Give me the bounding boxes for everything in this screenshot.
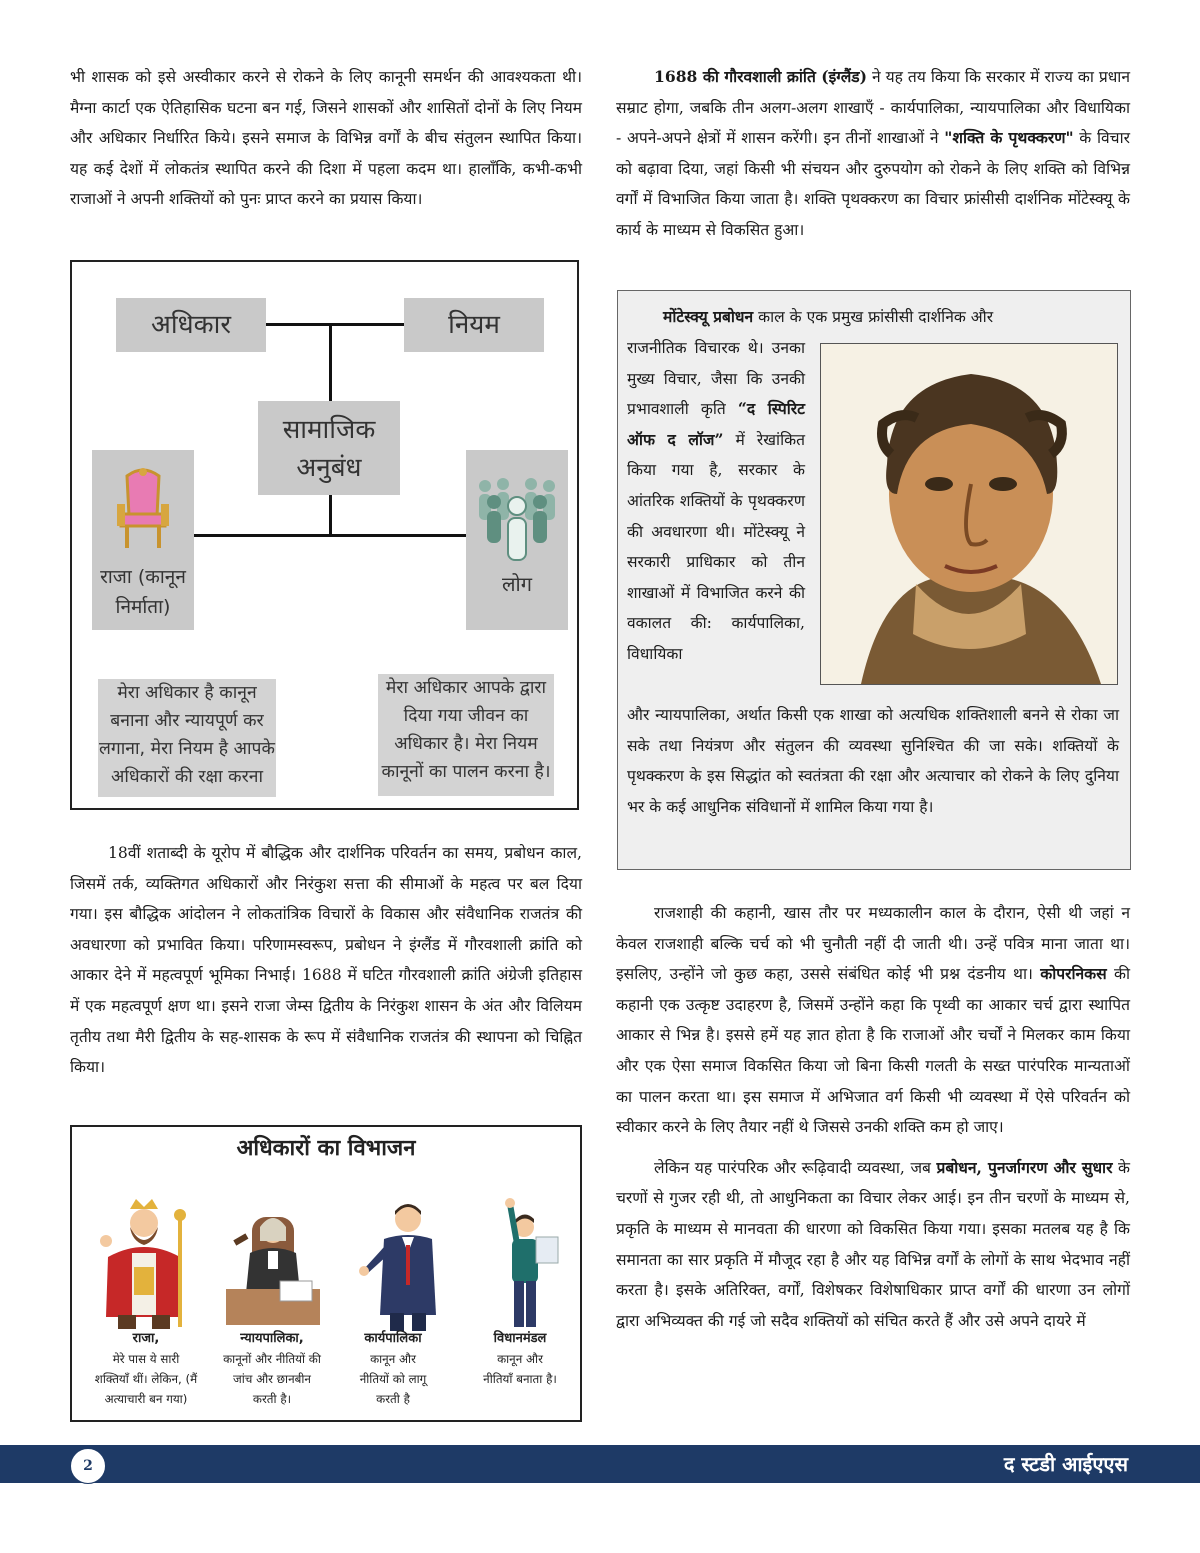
connector-line <box>329 323 332 403</box>
raja-caption <box>86 1329 206 1409</box>
anubandh-label: अनुबंध <box>296 453 362 483</box>
connector-line <box>172 534 468 537</box>
right-paragraph-2 <box>616 898 1130 1143</box>
king-icon <box>94 1197 199 1337</box>
text-run: ने यह तय किया कि सरकार में राज्य का प्रधान सम्राट होगा, जबकि तीन अलग-अलग शाखाएँ - कार्यपालिका, न्यायपालिका और विधायिका - अपने-अपने क्षेत्रों में शासन करेंगी। इन तीनों शाखाओं ने <box>616 68 1130 148</box>
legislature-icon <box>482 1197 587 1337</box>
page-number: 2 <box>70 1448 106 1484</box>
diagram-title: अधिकारों का विभाजन <box>236 1136 416 1161</box>
judiciary-caption <box>212 1329 332 1409</box>
copernicus-term: कोपरनिकस <box>1040 964 1107 984</box>
right-paragraph-3 <box>616 1153 1130 1337</box>
right-column <box>616 62 1130 246</box>
right-column-lower <box>616 898 1130 1336</box>
caption-line: नीतियों को लागू <box>359 1372 427 1386</box>
judge-icon <box>220 1197 325 1337</box>
samajik-label: सामाजिक <box>282 415 376 445</box>
montesquieu-heading: मोंटेस्क्यू प्रबोधन <box>663 307 754 326</box>
people-icon <box>475 476 559 566</box>
adhikar-box: अधिकार <box>116 298 266 352</box>
caption-line: जांच और छानबीन <box>233 1372 311 1386</box>
note-line: बनाना और न्यायपूर्ण कर <box>110 711 264 731</box>
caption-line: कानून और <box>370 1352 416 1366</box>
note-line: मेरा अधिकार है कानून <box>117 683 257 703</box>
note-line: दिया गया जीवन का <box>403 706 529 726</box>
log-note <box>378 674 554 796</box>
text-run: राजनीतिक विचारक थे। उनका मुख्य विचार, जैसा कि उनकी प्रभावशाली कृति <box>627 339 805 419</box>
social-contract-diagram <box>70 260 579 810</box>
caption-line: करती है। <box>252 1392 292 1406</box>
division-of-powers-diagram <box>70 1125 582 1422</box>
executive-caption <box>338 1329 448 1409</box>
caption-line: मेरे पास ये सारी <box>112 1352 180 1366</box>
note-line: अधिकारों की रक्षा करना <box>110 767 264 787</box>
note-line: कानूनों का पालन करना है। <box>381 762 551 782</box>
left-paragraph-1: भी शासक को इसे अस्वीकार करने से रोकने के लिए कानूनी समर्थन की आवश्यकता थी। मैग्ना कार्टा एक ऐतिहासिक घटना बन गई, जिसने शासकों और शासितों दोनों के लिए नियम और अधिकार निर्धारित किये। इसने समाज के विभिन्न वर्गों के बीच संतुलन स्थापित किया। यह कई देशों में लोकतंत्र स्थापित करने की दिशा में पहला कदम था। हालाँकि, कभी-कभी राजाओं ने अपनी शक्तियों को पुनः प्राप्त करने का प्रयास किया। <box>70 68 582 209</box>
note-line: अधिकार है। मेरा नियम <box>394 734 538 754</box>
caption-line: अत्याचारी बन गया) <box>104 1392 188 1406</box>
brand-name: द स्टडी आईएएस <box>1003 1452 1128 1476</box>
connector-line <box>329 495 332 535</box>
text-run: की कहानी एक उत्कृष्ट उदाहरण है, जिसमें उन्होंने कहा कि पृथ्वी का आकार चर्च द्वारा स्थापित आकार से भिन्न है। इससे हमें यह ज्ञात होता है कि राजाओं और चर्चों ने मिलकर काम किया और एक ऐसा समाज विकसित किया जो बिना किसी गलती के सख्त पारंपरिक मान्यताओं का पालन करता था। इस समाज में अभिजात वर्ग किसी भी व्यवस्था में ऐसे परिवर्तन को स्वीकार करने के लिए तैयार नहीं थे जिससे उनकी शक्ति कम हो जाए। <box>616 965 1130 1137</box>
throne-icon <box>113 466 173 558</box>
montesquieu-wide-text: और न्यायपालिका, अर्थात किसी एक शाखा को अत्यधिक शक्तिशाली बनने से रोका जा सके तथा नियंत्रण और संतुलन की व्यवस्था सुनिश्चित की जा सके। शक्तियों के पृथक्करण के इस सिद्धांत को स्वतंत्रता की रक्षा और अत्याचार को रोकने के लिए दुनिया भर के कई आधुनिक संविधानों में शामिल किया गया है। <box>627 706 1119 816</box>
caption-line: करती है <box>376 1392 410 1406</box>
nirmata-label: निर्माता) <box>115 596 171 618</box>
raja-note <box>98 679 276 797</box>
caption-title: राजा, <box>132 1331 160 1346</box>
samajik-anubandh-box <box>258 401 400 495</box>
raja-box <box>92 450 194 630</box>
note-line: लगाना, मेरा नियम है आपके <box>99 739 275 759</box>
connector-line <box>266 323 404 326</box>
executive-icon <box>350 1197 455 1337</box>
raja-label: राजा (कानून <box>100 566 186 588</box>
log-label: लोग <box>502 572 532 596</box>
text-run: के चरणों से गुजर रही थी, तो आधुनिकता का विचार लेकर आई। इन तीन चरणों के माध्यम से, प्रकृति के माध्यम से मानवता की धारणा को विकसित किया गया। इसका मतलब यह है कि समानता का सार प्रकृति में मौजूद रहा है और यह विभिन्न वर्गों के लोगों के साथ भेदभाव नहीं करता है। इसके अतिरिक्त, वर्गों, विशेषकर विशेषाधिकार प्राप्त वर्गों की धारणा उन लोगों द्वारा अभिव्यक्त की गई जो सदैव शक्तियों को संचित करते हैं और उसे अपने दायरे में <box>616 1158 1130 1330</box>
log-box <box>466 450 568 630</box>
glorious-revolution-heading: 1688 की गौरवशाली क्रांति (इंग्लैंड) <box>654 67 867 86</box>
left-column-lower <box>70 838 582 1083</box>
montesquieu-portrait <box>820 343 1118 685</box>
caption-title: विधानमंडल <box>493 1331 547 1346</box>
caption-title: न्यायपालिका, <box>240 1331 304 1346</box>
montesquieu-narrow-text <box>627 333 805 670</box>
caption-line: कानून और <box>497 1352 543 1366</box>
right-paragraph-1 <box>616 62 1130 246</box>
text-run: के विचार को बढ़ावा दिया, जहां किसी भी संचयन और दुरुपयोग को रोकने के लिए शक्ति को विभिन्न वर्गों में विभाजित किया जाता है। शक्ति पृथक्करण का विचार फ्रांसीसी दार्शनिक मोंटेस्क्यू के कार्य के माध्यम से विकसित हुआ। <box>616 129 1130 239</box>
montesquieu-line-1 <box>627 302 1119 333</box>
separation-of-powers-term: "शक्ति के पृथक्करण" <box>944 128 1074 148</box>
note-line: मेरा अधिकार आपके द्वारा <box>385 678 547 698</box>
text-run: लेकिन यह पारंपरिक और रूढ़िवादी व्यवस्था, जब <box>654 1158 937 1177</box>
legislature-caption <box>462 1329 578 1389</box>
caption-line: शक्तियाँ थीं। लेकिन, (मैं <box>94 1372 198 1386</box>
niyam-box: नियम <box>404 298 544 352</box>
left-paragraph-2: 18वीं शताब्दी के यूरोप में बौद्धिक और दार्शनिक परिवर्तन का समय, प्रबोधन काल, जिसमें तर्क, व्यक्तिगत अधिकारों और निरंकुश सत्ता की सीमाओं के महत्व पर बल दिया गया। इस बौद्धिक आंदोलन ने लोकतांत्रिक विचारों के विकास और संवैधानिक राजतंत्र की अवधारणा को प्रभावित किया। परिणामस्वरूप, प्रबोधन ने इंग्लैंड में गौरवशाली क्रांति को आकार देने में महत्वपूर्ण भूमिका निभाई। 1688 में घटित गौरवशाली क्रांति अंग्रेजी इतिहास में एक महत्वपूर्ण क्षण था। इसने राजा जेम्स द्वितीय के निरंकुश शासन के अंत और विलियम तृतीय तथा मैरी द्वितीय के सह-शासक के रूप में संवैधानिक राजतंत्र की स्थापना को चिह्नित किया। <box>70 844 582 1077</box>
text-run: में रेखांकित किया गया है, सरकार के आंतरिक शक्तियों के पृथक्करण की अवधारणा थी। मोंटेस्क्यू ने सरकारी प्राधिकार को तीन शाखाओं में विभाजित करने की वकालत की: कार्यपालिका, विधायिका <box>627 430 805 663</box>
caption-line: नीतियाँ बनाता है। <box>483 1372 557 1386</box>
enlightenment-term: प्रबोधन, पुनर्जागरण और सुधार <box>936 1157 1113 1177</box>
caption-line: कानूनों और नीतियों की <box>223 1352 321 1366</box>
caption-title: कार्यपालिका <box>364 1331 422 1346</box>
spirit-of-laws-title: “द स्पिरिट ऑफ द लॉज” <box>627 399 805 449</box>
text-run: राजशाही की कहानी, खास तौर पर मध्यकालीन काल के दौरान, ऐसी थी जहां न केवल राजशाही बल्कि चर्च को भी चुनौती नहीं दी जाती थी। उन्हें पवित्र माना जाता था। इसलिए, उन्होंने जो कुछ कहा, उससे संबंधित कोई भी प्रश्न दंडनीय था। <box>616 904 1130 984</box>
portrait-image <box>821 344 1117 684</box>
left-column <box>70 62 582 215</box>
text-run: काल के एक प्रमुख फ्रांसीसी दार्शनिक और <box>753 308 994 326</box>
